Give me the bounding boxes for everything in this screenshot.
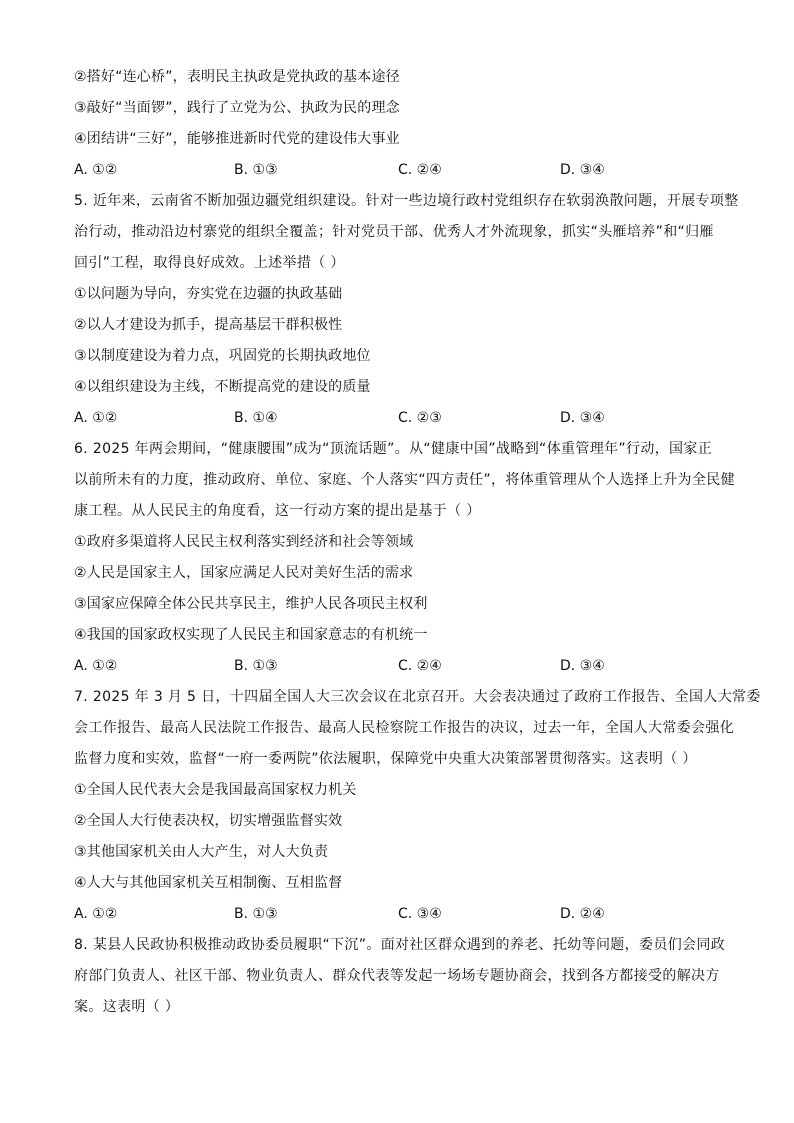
choice-c[interactable]: C. ②④ [398, 162, 442, 178]
question-stem-line: 5. 近年来，云南省不断加强边疆党组织建设。针对一些边境行政村党组织存在软弱涣散问题，开展专项整 [74, 193, 739, 209]
option-line: ②搭好“连心桥”，表明民主执政是党执政的基本途径 [74, 69, 400, 85]
choice-c[interactable]: C. ③④ [398, 906, 442, 922]
option-line: ④我国的国家政权实现了人民民主和国家意志的有机统一 [74, 627, 428, 643]
choice-a[interactable]: A. ①② [74, 410, 118, 426]
choice-b[interactable]: B. ①④ [234, 410, 278, 426]
question-stem-line: 监督力度和实效，监督“一府一委两院”依法履职，保障党中央重大决策部署贯彻落实。这表明（ ） [74, 751, 697, 767]
question-stem-line: 治行动，推动沿边村寨党的组织全覆盖；针对党员干部、优秀人才外流现象，抓实“头雁培养”和“归雁 [74, 224, 714, 240]
option-line: ①以问题为导向，夯实党在边疆的执政基础 [74, 286, 343, 302]
choice-c[interactable]: C. ②④ [398, 658, 442, 674]
choice-c[interactable]: C. ②③ [398, 410, 442, 426]
choice-d[interactable]: D. ③④ [560, 162, 605, 178]
option-line: ④人大与其他国家机关互相制衡、互相监督 [74, 875, 343, 891]
choice-b[interactable]: B. ①③ [234, 658, 278, 674]
question-stem-line: 回引”工程，取得良好成效。上述举措（ ） [74, 255, 345, 271]
question-stem-line: 8. 某县人民政协积极推动政协委员履职“下沉”。面对社区群众遇到的养老、托幼等问题，委员们会同政 [74, 937, 726, 953]
option-line: ②人民是国家主人，国家应满足人民对美好生活的需求 [74, 565, 414, 581]
option-line: ③国家应保障全体公民共享民主，维护人民各项民主权利 [74, 596, 428, 612]
option-line: ②全国人大行使表决权，切实增强监督实效 [74, 813, 343, 829]
option-line: ④以组织建设为主线，不断提高党的建设的质量 [74, 379, 371, 395]
option-line: ②以人才建设为抓手，提高基层干群积极性 [74, 317, 343, 333]
question-stem-line: 6. 2025 年两会期间，“健康腰围”成为“顶流话题”。从“健康中国”战略到“体重管理年”行动，国家正 [74, 441, 713, 457]
option-line: ①全国人民代表大会是我国最高国家权力机关 [74, 782, 357, 798]
question-stem-line: 府部门负责人、社区干部、物业负责人、群众代表等发起一场场专题协商会，找到各方都接受的解决方 [74, 968, 720, 984]
choice-a[interactable]: A. ①② [74, 162, 118, 178]
question-stem-line: 会工作报告、最高人民法院工作报告、最高人民检察院工作报告的决议，过去一年，全国人大常委会强化 [74, 720, 735, 736]
option-line: ④团结讲“三好”，能够推进新时代党的建设伟大事业 [74, 131, 400, 147]
question-stem-line: 康工程。从人民民主的角度看，这一行动方案的提出是基于（ ） [74, 503, 481, 519]
option-line: ③敲好“当面锣”，践行了立党为公、执政为民的理念 [74, 100, 400, 116]
question-5 [74, 186, 739, 434]
question-4-choices [74, 155, 724, 186]
question-8 [74, 930, 724, 1023]
choice-a[interactable]: A. ①② [74, 906, 118, 922]
question-4-options [74, 62, 724, 155]
choice-b[interactable]: B. ①③ [234, 906, 278, 922]
option-line: ③其他国家机关由人大产生，对人大负责 [74, 844, 329, 860]
question-6-choices [74, 651, 724, 682]
choice-a[interactable]: A. ①② [74, 658, 118, 674]
option-line: ③以制度建设为着力点，巩固党的长期执政地位 [74, 348, 371, 364]
choice-b[interactable]: B. ①③ [234, 162, 278, 178]
question-7 [74, 682, 761, 930]
choice-d[interactable]: D. ③④ [560, 410, 605, 426]
choice-d[interactable]: D. ③④ [560, 658, 605, 674]
question-stem-line: 7. 2025 年 3 月 5 日，十四届全国人大三次会议在北京召开。大会表决通过了政府工作报告、全国人大常委 [74, 689, 761, 705]
question-7-choices [74, 899, 724, 930]
question-6 [74, 434, 735, 682]
choice-d[interactable]: D. ②④ [560, 906, 605, 922]
question-stem-line: 以前所未有的力度，推动政府、单位、家庭、个人落实“四方责任”，将体重管理从个人选择上升为全民健 [74, 472, 735, 488]
exam-page [74, 62, 761, 1023]
option-line: ①政府多渠道将人民民主权利落实到经济和社会等领域 [74, 534, 414, 550]
question-5-choices [74, 403, 724, 434]
question-stem-line: 案。这表明（ ） [74, 999, 180, 1015]
